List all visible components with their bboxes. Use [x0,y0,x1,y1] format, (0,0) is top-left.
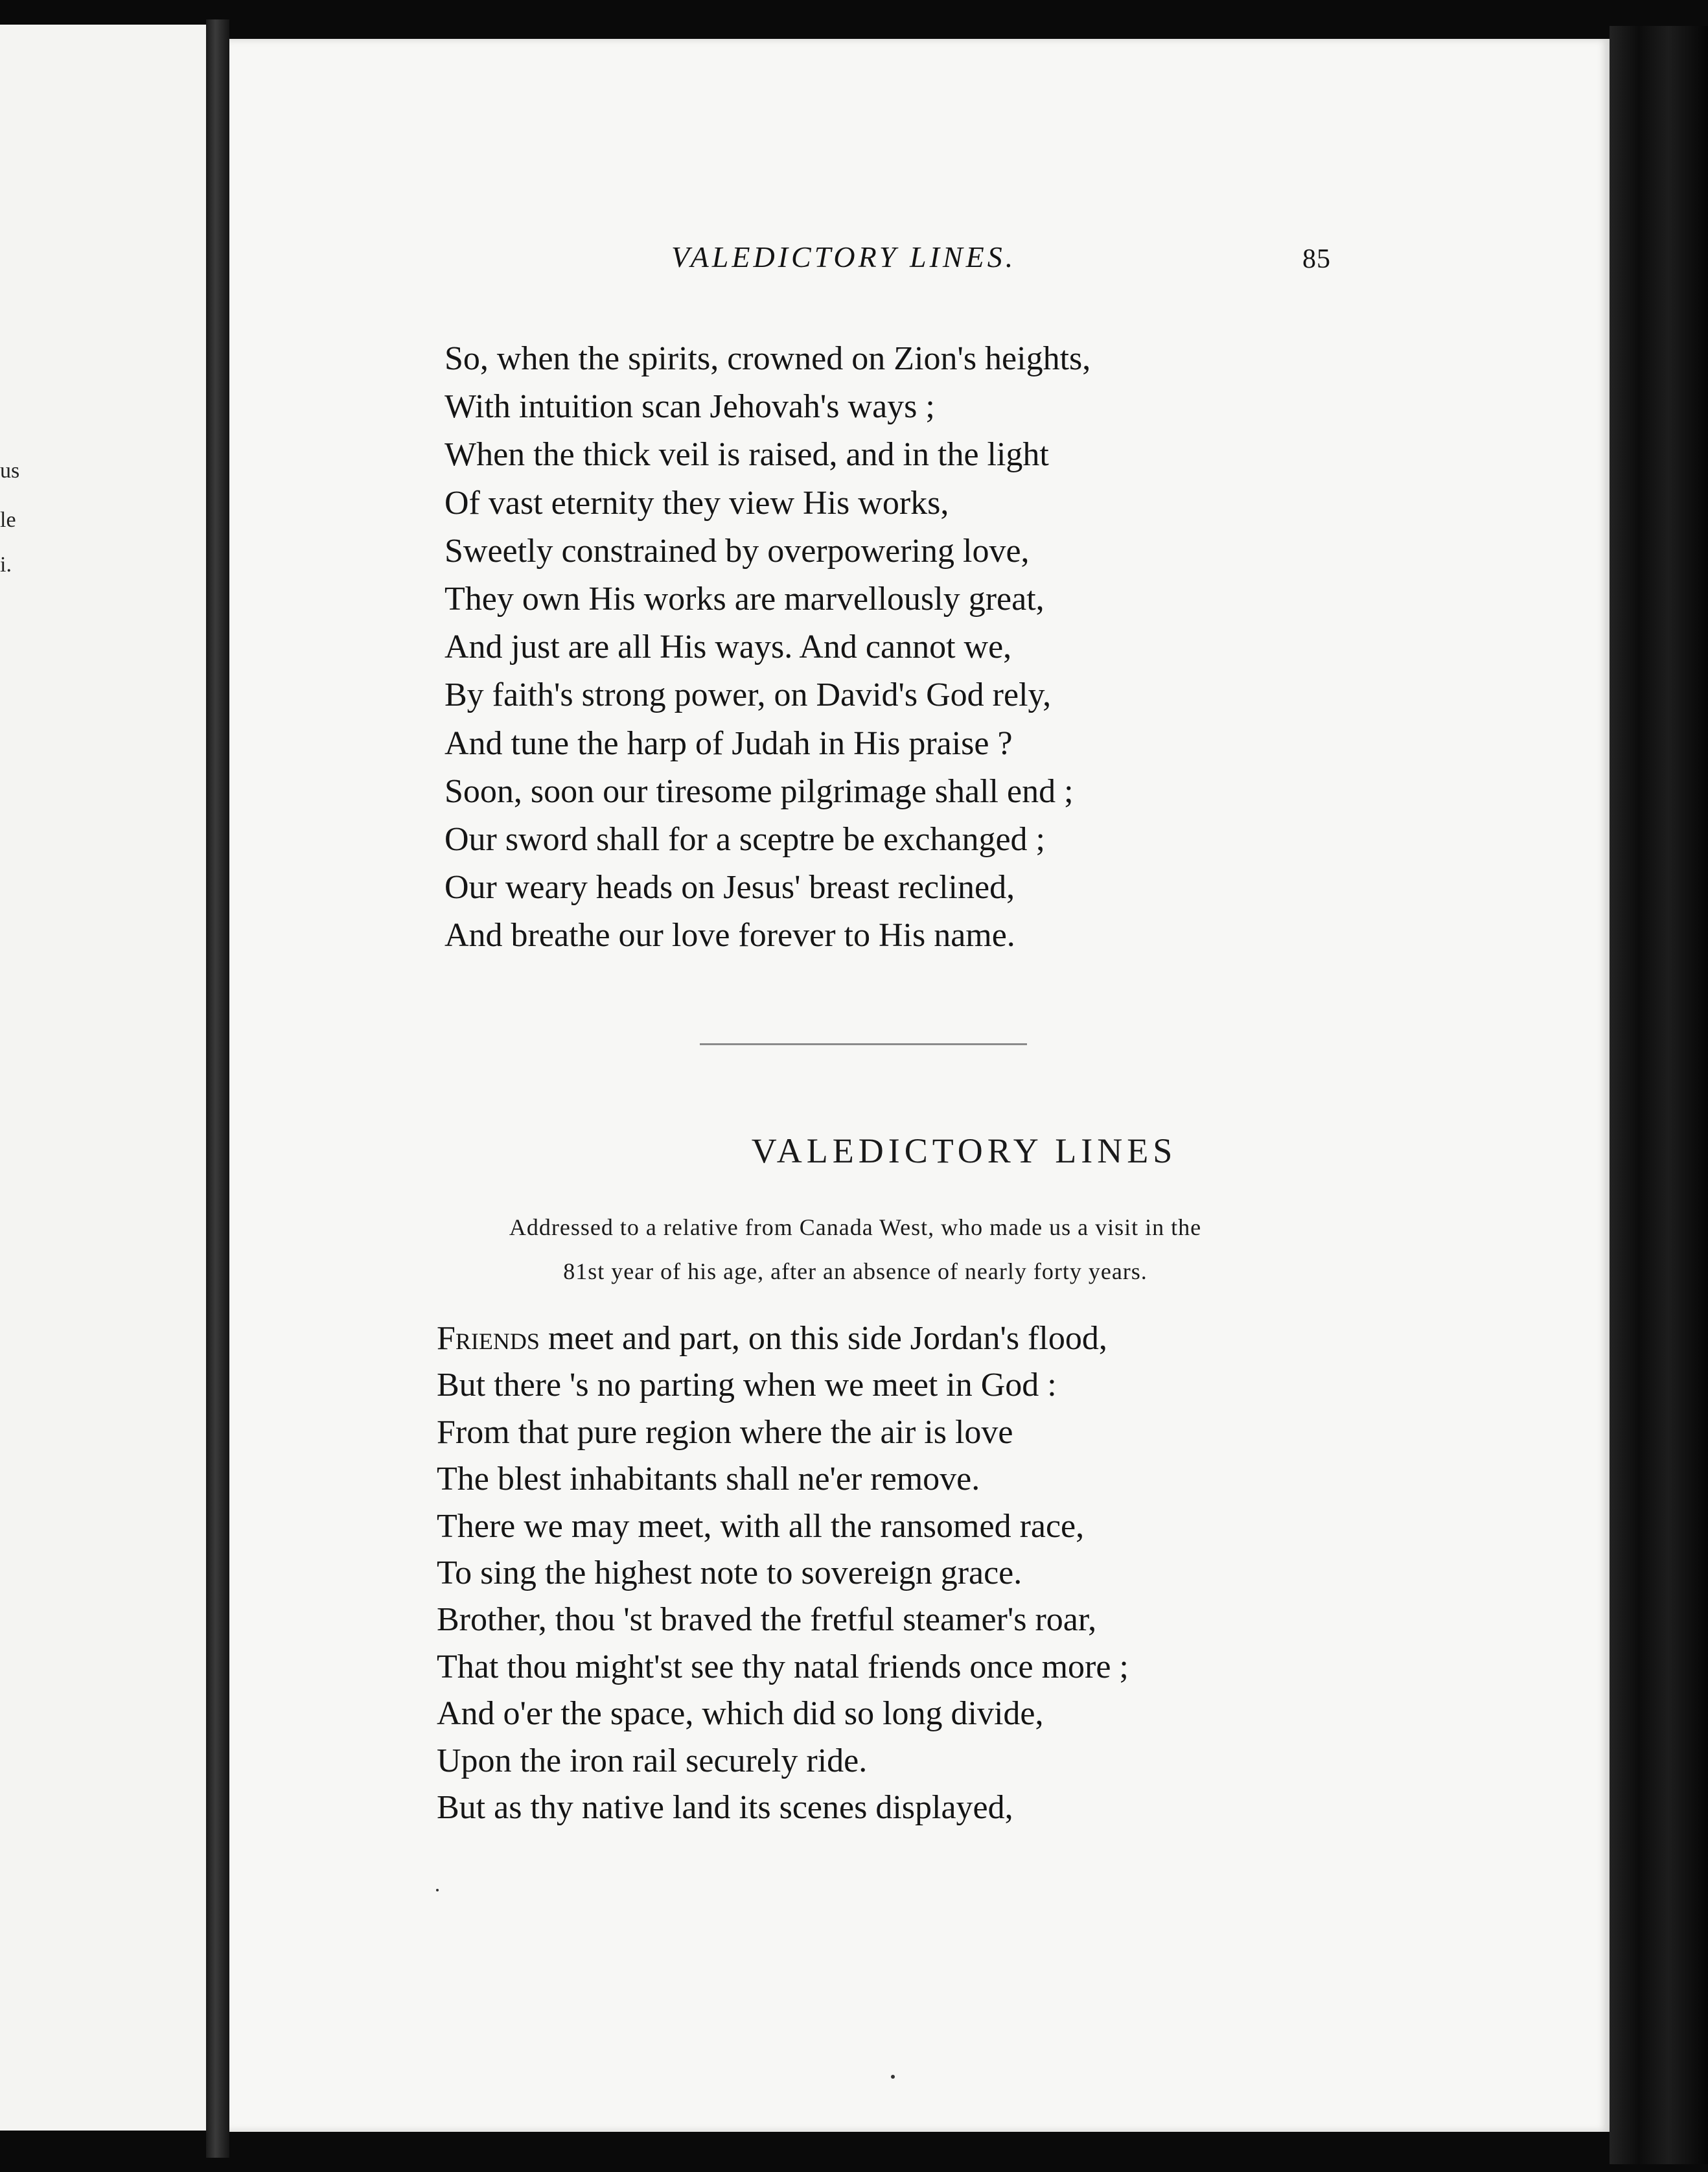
verse-line: From that pure region where the air is love [437,1413,1013,1451]
verse-line: By faith's strong power, on David's God rely, [444,676,1052,714]
verse-line-text: meet and part, on this side Jordan's flood, [539,1320,1107,1357]
verse-line: When the thick veil is raised, and in the light [444,436,1049,474]
poem-subtitle-line: 81st year of his age, after an absence of nearly forty years. [563,1258,1148,1284]
verse-line: Of vast eternity they view His works, [444,484,949,522]
verse-line: And o'er the space, which did so long divide, [437,1695,1044,1733]
verse-line: Brother, thou 'st braved the fretful steamer's roar, [437,1601,1097,1639]
book-cover-edge [1610,26,1708,2164]
verse-line-first [437,1315,1129,1362]
verse-line: Our sword shall for a sceptre be exchanged ; [444,820,1045,858]
scan-speck [436,1889,439,1891]
verse-line: Upon the iron rail securely ride. [437,1742,868,1779]
previous-page-edge [0,25,210,2131]
verse-line: But there 's no parting when we meet in God : [437,1367,1057,1404]
verse-line: To sing the highest note to sovereign grace. [437,1554,1022,1591]
opening-word: Friends [437,1320,540,1357]
verse-line: Our weary heads on Jesus' breast reclined, [444,869,1015,907]
verse-line: With intuition scan Jehovah's ways ; [444,388,935,426]
poem-continuation [444,335,1091,960]
verse-line: Sweetly constrained by overpowering love, [444,532,1030,570]
section-divider [700,1043,1027,1045]
verse-line: And just are all His ways. And cannot we, [444,629,1012,666]
previous-page-fragment: us [0,459,20,483]
verse-line: Soon, soon our tiresome pilgrimage shall end ; [444,772,1074,810]
poem-body [437,1315,1129,1831]
running-head-title: VALEDICTORY LINES. [671,240,1017,273]
verse-line: The blest inhabitants shall ne'er remove. [437,1461,980,1498]
scan-speck [891,2075,895,2079]
previous-page-fragment: le [0,508,16,532]
previous-page-fragment: i. [0,553,12,577]
verse-line: And breathe our love forever to His name. [444,917,1015,954]
verse-line: So, when the spirits, crowned on Zion's heights, [444,340,1091,377]
verse-line: But as thy native land its scenes displayed, [437,1788,1013,1826]
verse-line: There we may meet, with all the ransomed race, [437,1507,1085,1545]
verse-line: That thou might'st see thy natal friends once more ; [437,1648,1129,1685]
poem-subtitle-line: Addressed to a relative from Canada West, who made us a visit in the [509,1214,1202,1240]
book-gutter [206,19,229,2158]
page-number: 85 [1302,244,1331,274]
poem-title: VALEDICTORY LINES [751,1131,1177,1170]
verse-line: They own His works are marvellously great, [444,580,1044,618]
verse-line: And tune the harp of Judah in His praise ? [444,724,1013,762]
poem-subtitle [363,1205,1348,1293]
